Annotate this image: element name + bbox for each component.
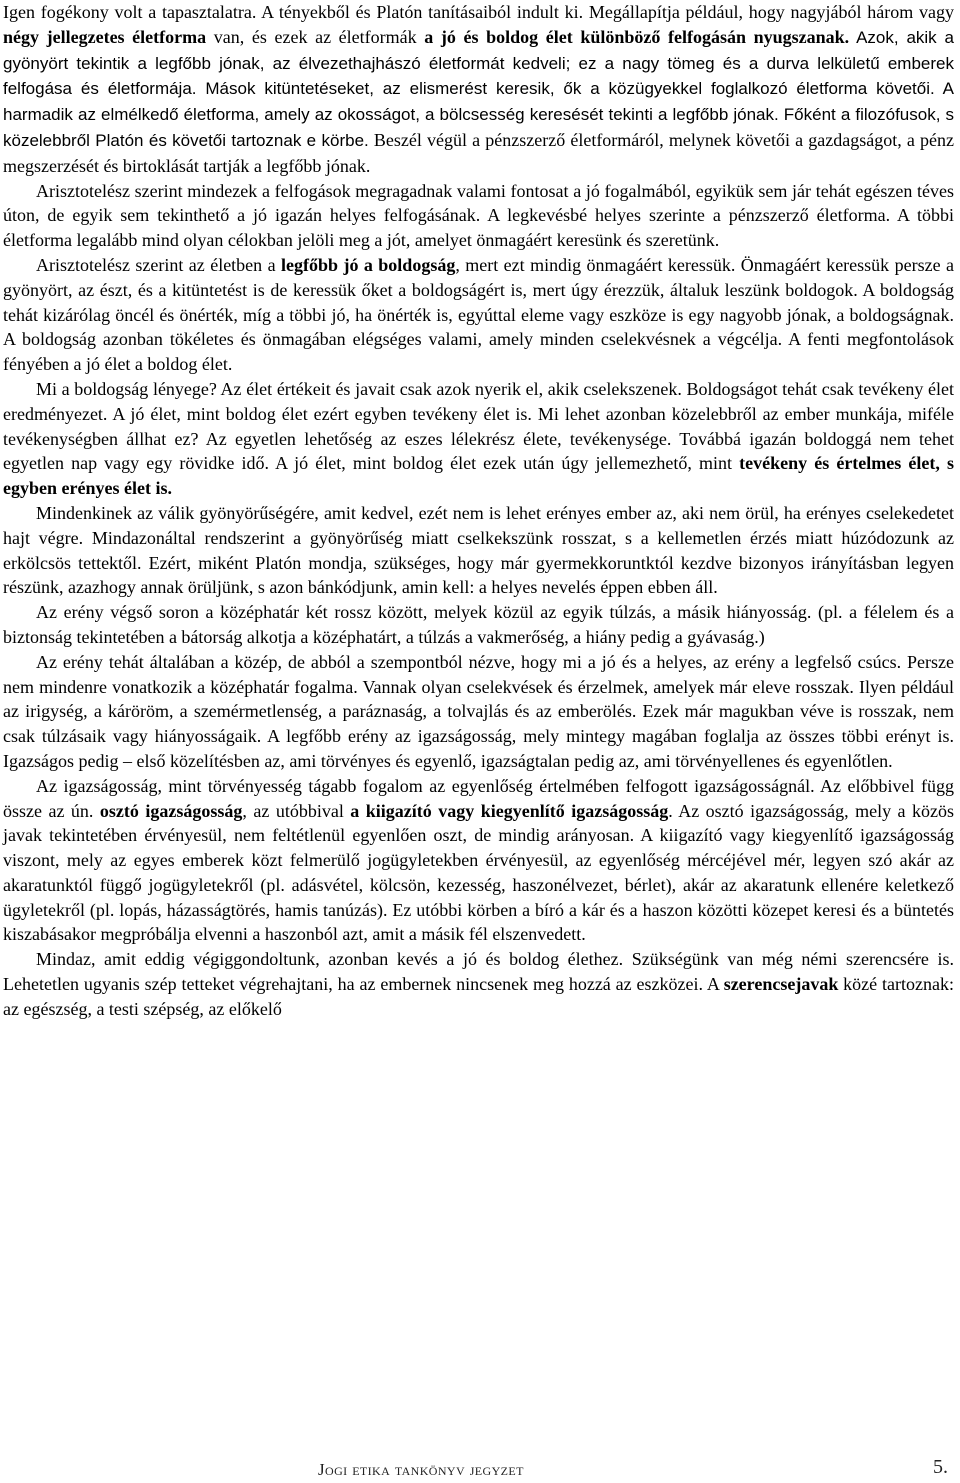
bold-run: tevékeny és értelmes élet, s egyben erényes élet is. [3,453,954,499]
footer-title: Jogi etika tankönyv jegyzet [318,1460,524,1479]
sans-run: Azok, akik a gyönyört tekintik a legfőbb jónak, az élvezethajhászó életformát kedveli; ez a nagy tömeg és a durva lelkületű emberek felfogása és életformája. Mások kitüntetéseket, az elismerést keresik, ők a közügyekkel foglalkozó életforma követői. A harmadik az elmélkedő életforma, amely az okosságot, a bölcsesség keresését tekinti a legfőbb jónak. Főként a filozófusok, s közelebbről Platón és követői tartoznak e körbe. [3,27,954,150]
bold-run: a jó és boldog élet különböző felfogásán nyugszanak. [424,26,850,47]
page-number: 5. [933,1456,948,1478]
paragraph-4 [3,377,954,501]
bold-run: osztó igazságosság [99,800,243,821]
bold-run: a kiigazító vagy kiegyenlítő igazságosság [350,800,669,821]
text-run: Mindaz, amit eddig végiggondoltunk, azonban kevés a jó és boldog élethez. Szükségünk van még némi szerencsére is. Lehetetlen ugyanis szép tetteket végrehajtani, ha az embernek nincsenek meg hozzá az eszközei. A [3,949,954,995]
text-run: Beszél végül a pénzszerző életformáról, melynek követői a gazdagságot, a pénz megszerzését és birtoklását tartják a legfőbb jónak. [3,129,954,176]
paragraph-6: Az erény végső soron a középhatár két rossz között, melyek közül az egyik túlzás, a másik hiányosság. (pl. a félelem és a biztonság tekintetében a bátorság alkotja a középhatárt, a túlzás a vakmerőség, a hiány pedig a gyávaság.) [3,602,954,647]
paragraph-2: Arisztotelész szerint mindezek a felfogások megragadnak valami fontosat a jó fogalmából, egyikük sem jár tehát egészen téves úton, de egyik sem tekinthető a jó igazán helyes felfogásának. A legkevésbé helyes szerinte a pénzszerző életforma. A többi életforma legalább mind olyan célokban jelöli meg a jót, amelyet önmagáért keresünk és szeretünk. [3,180,954,251]
bold-run: legfőbb jó a boldogság [281,254,456,275]
text-run: közé tartoznak: az egészség, a testi szépség, az előkelő [3,974,954,1019]
text-run: , mert ezt mindig önmagáért keressük. Önmagáért keressük persze a gyönyört, az észt, és a kitüntetést is de keressük őket a boldogságért is, mert úgy érezzük, általuk leszünk boldogok. A boldogság tehát kizárólag öncél és önérték, míg a többi jó, ha önérték is, egyúttal eleme vagy eszköze is egy nagyobb jónak, a boldogságnak. A boldogság azonban tökéletes és önmagában elégséges valami, amely minden cselekvésnek a végcélja. A fenti megfontolások fényében a jó élet a boldog élet. [3,254,954,375]
text-run: Arisztotelész szerint az életben a [36,254,282,275]
text-run: Mi a boldogság lényege? Az élet értékeit és javait csak azok nyerik el, akik cselekszenek. Boldogságot tehát csak tevékeny élet eredményezet. A jó élet, mint boldog élet ezért egyben tevékeny élet is. Mi lehet azonban közelebbről az ember munkája, miféle tevékenységben állhat ez? Az egyetlen lehetőség az eszes lélekrész élete, tevékenysége. Továbbá igazán boldoggá nem tehet egyetlen nap vagy egy rövidke idő. A jó élet, mint boldog élet ezek után úgy jellemezhető, mint [3,378,954,474]
text-run: Igen fogékony volt a tapasztalatra. A tényekből és Platón tanításaiból indult ki. Megállapítja például, hogy nagyjából három vagy [3,2,954,22]
text-run: Az igazságosság, mint törvényesség tágabb fogalom az egyenlőség értelmében felfogott igazságosságnál. Az előbbivel függ össze az ún. [3,775,954,821]
page-footer [0,1458,960,1482]
paragraph-1 [3,0,954,179]
paragraph-9 [3,947,954,1021]
text-run: , az utóbbival [242,800,351,821]
bold-run: szerencsejavak [723,974,839,995]
paragraph-5: Mindenkinek az válik gyönyörűségére, amit kedvel, ezét nem is lehet erényes ember az, aki nem örül, ha erényes cselekedetet hajt végre. Mindazonáltal rendszerint a gyönyörűség miatt cselkekszünk rosszat, s a kellemetlen érzés miatt húzódozunk az erkölcsös tettektől. Ezért, miként Platón mondja, szükséges, hogy már gyermekkoruntktól kezdve bizonyos irányításban legyen részünk, azazhogy annak örüljünk, s azon bánkódjunk, amin kell: a helyes nevelés éppen ebben áll. [3,502,954,598]
text-run: van, és ezek az életformák [206,26,425,47]
paragraph-3 [3,253,954,377]
paragraph-8 [3,774,954,948]
text-run: . Az osztó igazságosság, mely a közös javak tekintetében érvényesül, nem feltétlenül egyenlően oszt, de mindig arányosan. A kiigazító vagy kiegyenlítő igazságosság viszont, mely az egyes emberek közt felmerülő jogügyletekben érvényesül, az egyenlőség mércéjével mér, legyen szó akár az akaratunktól függő jogügyletekről (pl. adásvétel, kölcsön, kezesség, haszonélvezet, bérlet), akár az akaratunk ellenére keletkező ügyletekről (pl. lopás, házasságtörés, hamis tanúzás). Ez utóbbi körben a bíró a kár és a haszon közötti közepet keresi és a büntetés kiszabásakor megpróbálja elvenni a haszonból azt, amit a másik fél elszenvedett. [3,800,955,945]
paragraph-7: Az erény tehát általában a közép, de abból a szempontból nézve, hogy mi a jó és a helyes, az erény a legfelső csúcs. Persze nem mindenre vonatkozik a középhatár fogalma. Vannak olyan cselekvések és érzelmek, amelyek már eleve rosszak. Ilyen például az irigység, a káröröm, a szemérmetlenség, a paráznaság, a tolvajlás és az emberölés. Ezek már magukban véve is rosszak, nem csak túlzásaik vagy hiányosságaik. A legfőbb erény az igazságosság, mely mintegy magában foglalja az összes többi erényt is. Igazságos pedig – első közelítésben az, ami törvényes és egyenlő, igazságtalan pedig az, ami törvényellenes és egyenlőtlen. [3,651,954,771]
bold-run: négy jellegzetes életforma [3,26,207,47]
body-text [3,0,954,1022]
